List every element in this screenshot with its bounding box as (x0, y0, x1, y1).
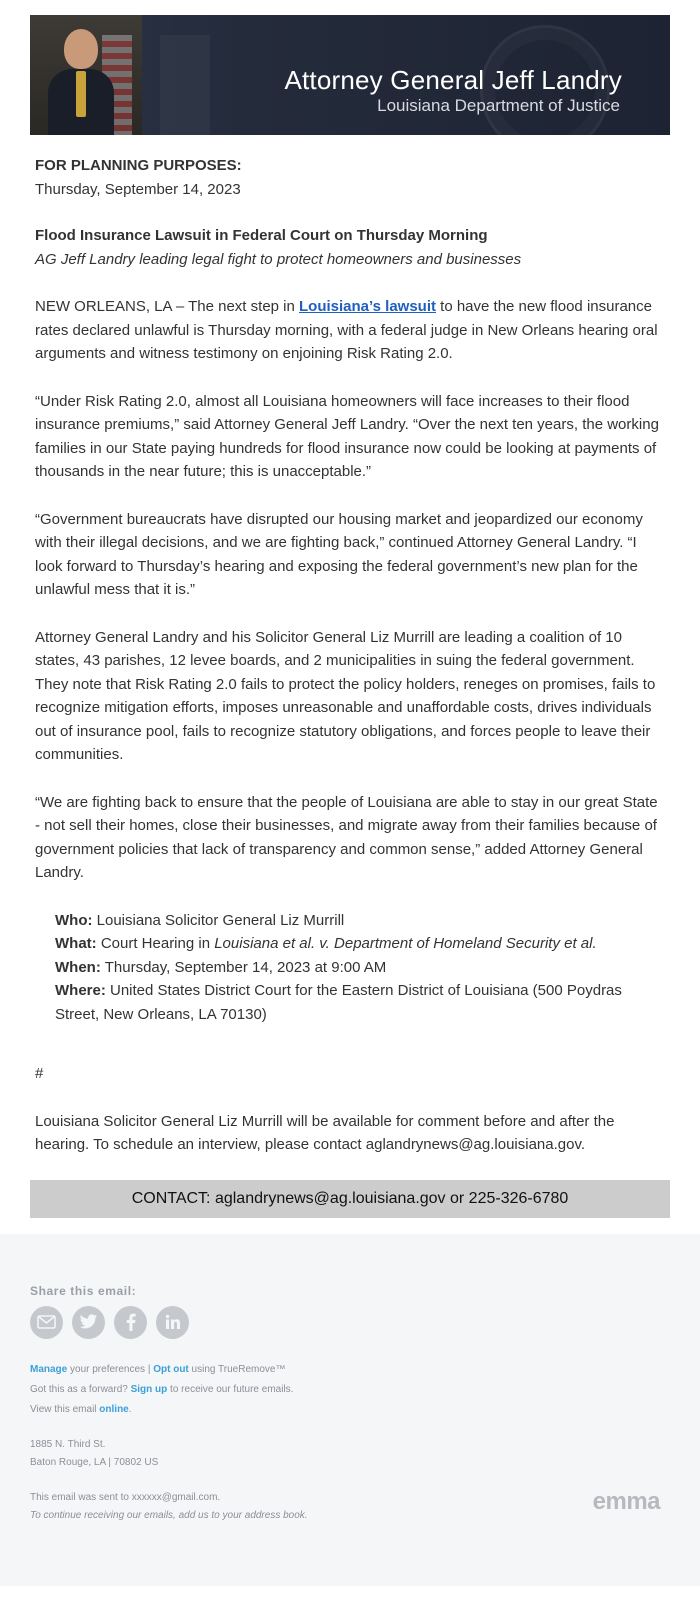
header-banner (30, 15, 670, 135)
closing-paragraph: Louisiana Solicitor General Liz Murrill will be available for comment before and after the hearing. To schedule an interview, please contact aglandrynews@ag.louisiana.gov. (35, 1112, 615, 1153)
linkedin-icon[interactable] (156, 1306, 189, 1339)
press-release (30, 154, 670, 1157)
release-date: Thursday, September 14, 2023 (35, 180, 241, 198)
release-title: Flood Insurance Lawsuit in Federal Court on Thursday Morning (35, 227, 488, 244)
detail-when: When: Thursday, September 14, 2023 at 9:00 AM (55, 958, 387, 976)
banner-title: Attorney General Jeff Landry (284, 65, 622, 95)
banner-subtitle: Louisiana Department of Justice (377, 96, 620, 115)
attorney-general-photo (30, 15, 142, 135)
facebook-icon[interactable] (114, 1306, 147, 1339)
paragraph-1: NEW ORLEANS, LA – The next step in Louisiana’s lawsuit to have the new flood insurance rates declared unlawful is Thursday morning, with a federal judge in New Orleans hearing oral arguments and witness testimony on enjoining Risk Rating 2.0. (35, 298, 658, 362)
opt-out-link[interactable]: Opt out (153, 1363, 189, 1375)
paragraph-3: “Government bureaucrats have disrupted our housing market and jeopardized our economy with their illegal decisions, and we are fighting back,” continued Attorney General Landry. “I look forward to Thursday’s hearing and exposing the federal government’s new plan for the unlawful mess that it is.” (35, 510, 643, 598)
email-footer (0, 1234, 700, 1586)
paragraph-5: “We are fighting back to ensure that the people of Louisiana are able to stay in our great State - not sell their homes, close their businesses, and migrate away from their families because of government policies that lack of transparency and common sense,” added Attorney General Landry. (35, 793, 658, 881)
address-book-line: To continue receiving our emails, add us to your address book. (30, 1509, 308, 1521)
detail-who: Who: Louisiana Solicitor General Liz Murrill (55, 911, 345, 929)
end-mark: # (35, 1065, 44, 1082)
lawsuit-link[interactable]: Louisiana’s lawsuit (299, 298, 436, 315)
paragraph-4: Attorney General Landry and his Solicitor General Liz Murrill are leading a coalition of 10 states, 43 parishes, 12 levee boards, and 2 municipalities in suing the federal government. They note that Risk Rating 2.0 fails to protect the policy holders, reneges on promises, fails to recognize mitigation efforts, imposes unreasonable and unaffordable costs, drives individuals out of insurance pool, fails to recognize statutory obligations, and forces people to leave their communities. (35, 628, 656, 763)
address-line-1: 1885 N. Third St. (30, 1438, 106, 1450)
social-share-icons (30, 1306, 189, 1339)
event-details (35, 909, 665, 1027)
sent-to-line: This email was sent to xxxxxx@gmail.com. (30, 1491, 221, 1503)
email-body (0, 15, 700, 1586)
view-online-line: View this email online. (30, 1403, 132, 1415)
twitter-icon[interactable] (72, 1306, 105, 1339)
address-line-2: Baton Rouge, LA | 70802 US (30, 1456, 159, 1468)
emma-logo[interactable]: emma (592, 1487, 660, 1515)
release-subtitle: AG Jeff Landry leading legal fight to protect homeowners and businesses (35, 250, 522, 268)
contact-bar: CONTACT: aglandrynews@ag.louisiana.gov or 225-326-6780 (30, 1180, 670, 1218)
email-icon[interactable] (30, 1306, 63, 1339)
manage-preferences-line: Manage your preferences | Opt out using TrueRemove™ (30, 1363, 286, 1375)
view-online-link[interactable]: online (99, 1403, 129, 1415)
detail-where: Where: United States District Court for the Eastern District of Louisiana (500 Poydras Street, New Orleans, LA 70130) (55, 982, 622, 1023)
paragraph-2: “Under Risk Rating 2.0, almost all Louisiana homeowners will face increases to their flood insurance premiums,” said Attorney General Jeff Landry. “Over the next ten years, the working families in our State paying hundreds for flood insurance now could be looking at payments of thousands in the near future; this is unacceptable.” (35, 392, 659, 480)
manage-link[interactable]: Manage (30, 1363, 68, 1375)
detail-what: What: Court Hearing in Louisiana et al. v. Department of Homeland Security et al. (55, 935, 597, 952)
sign-up-link[interactable]: Sign up (130, 1383, 168, 1395)
share-label: Share this email: (30, 1283, 137, 1298)
planning-label: FOR PLANNING PURPOSES: (35, 157, 242, 174)
capitol-silhouette (160, 35, 210, 135)
forward-signup-line: Got this as a forward? Sign up to receive our future emails. (30, 1383, 294, 1395)
